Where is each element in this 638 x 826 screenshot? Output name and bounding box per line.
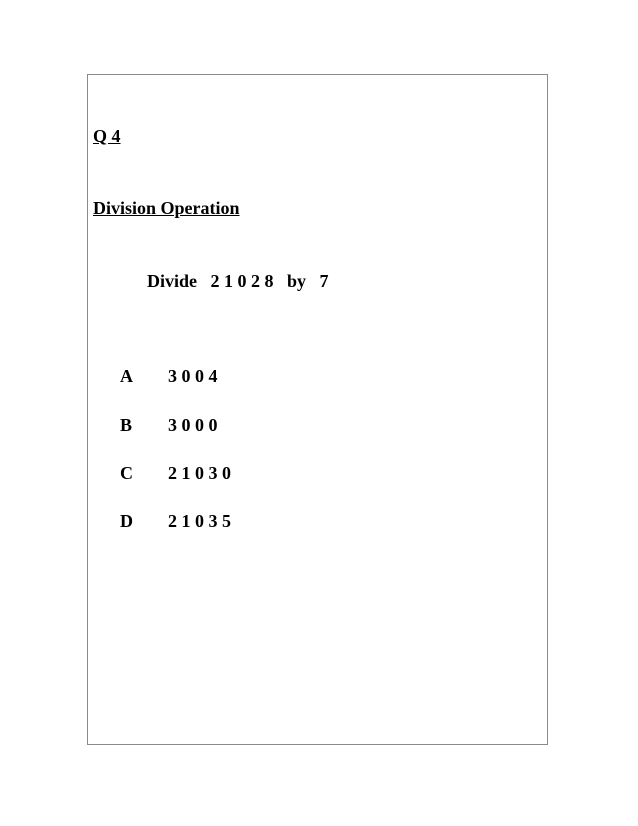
- option-letter: B: [120, 415, 133, 435]
- option-letter: A: [120, 366, 133, 386]
- question-topic: Division Operation: [93, 198, 240, 218]
- option-answer: 2 1 0 3 0: [168, 463, 231, 483]
- option-letter: D: [120, 511, 133, 531]
- option-letter: C: [120, 463, 133, 483]
- question-number: Q 4: [93, 126, 121, 146]
- option-answer: 2 1 0 3 5: [168, 511, 231, 531]
- option-answer: 3 0 0 0: [168, 415, 218, 435]
- question-prompt: Divide 2 1 0 2 8 by 7: [147, 271, 329, 291]
- question-card-border: [87, 74, 548, 745]
- option-answer: 3 0 0 4: [168, 366, 218, 386]
